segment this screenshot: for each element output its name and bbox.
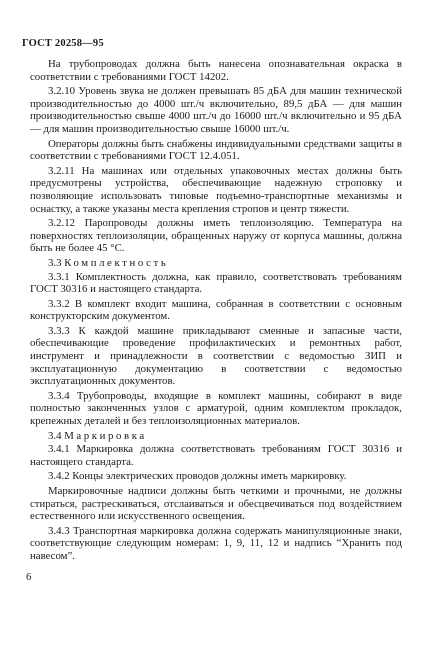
section-number: 3.4 [48,429,62,442]
document-body [30,58,402,565]
section-title: Маркировка [64,429,147,442]
page-number: 6 [26,572,32,583]
paragraph-3-2-11: 3.2.11 На машинах или отдельных упаковочных местах должны быть предусмотрены устройства, обеспечивающие надежную строповку и позволяющие использовать типовые подъемно-транспортные механизмы и оснастку, а также указаны места крепления стропов и центр тяжести. [30,164,402,215]
section-title: Комплектность [64,256,169,269]
paragraph-3-3-4: 3.3.4 Трубопроводы, входящие в комплект машины, собирают в виде полностью законченных узлов с арматурой, одним комплектом прокладок, крепежных деталей и без теплоизоляционных материалов. [30,389,402,428]
section-heading-3-3 [30,257,402,270]
section-heading-3-4 [30,430,402,443]
paragraph-3-2-10: 3.2.10 Уровень звука не должен превышать 85 дБА для машин технической производительностью до 4000 шт./ч включительно, 89,5 дБА — для машин производительностью свыше 4000 шт./ч до 16000 шт./ч включительно и 95 дБА — для машин производительностью свыше 16000 шт./ч. [30,85,402,135]
paragraph-3-3-3: 3.3.3 К каждой машине прикладывают сменные и запасные части, обеспечивающие проведение профилактических и ремонтных работ, инструмент и принадлежности в соответствии с ведомостью ЗИП и эксплуатационную документацию в соответствии с ведомостью эксплуатационных документов. [30,324,402,388]
paragraph-3-4-1: 3.4.1 Маркировка должна соответствовать требованиям ГОСТ 30316 и настоящего стандарта. [30,443,402,468]
paragraph-pipe-coloring: На трубопроводах должна быть нанесена опознавательная окраска в соответствии с требованиями ГОСТ 14202. [30,58,402,83]
paragraph-3-3-2: 3.3.2 В комплект входит машина, собранная в соответствии с основным конструкторским документом. [30,297,402,323]
paragraph-3-3-1: 3.3.1 Комплектность должна, как правило, соответствовать требованиям ГОСТ 30316 и настоящего стандарта. [30,270,402,296]
paragraph-3-4-2: 3.4.2 Концы электрических проводов должны иметь маркировку. [48,470,347,483]
paragraph-operators-protection: Операторы должны быть снабжены индивидуальными средствами защиты в соответствии с требованиями ГОСТ 12.4.051. [30,137,402,163]
paragraph-3-2-12: 3.2.12 Паропроводы должны иметь теплоизоляцию. Температура на поверхностях теплоизоляции, обращенных наружу от корпуса машины, должна быть не более 45 °С. [30,217,402,255]
section-number: 3.3 [48,256,62,269]
document-header: ГОСТ 20258—95 [22,38,104,49]
paragraph-3-4-3: 3.4.3 Транспортная маркировка должна содержать манипуляционные знаки, соответствующие следующим номерам: 1, 9, 11, 12 и надпись “Хранить под навесом”. [30,524,402,562]
paragraph-marking-inscriptions: Маркировочные надписи должны быть четкими и прочными, не должны стираться, растрескиваться, отслаиваться и обесцвечиваться под воздействием естественного или искусственного освещения. [30,485,402,523]
